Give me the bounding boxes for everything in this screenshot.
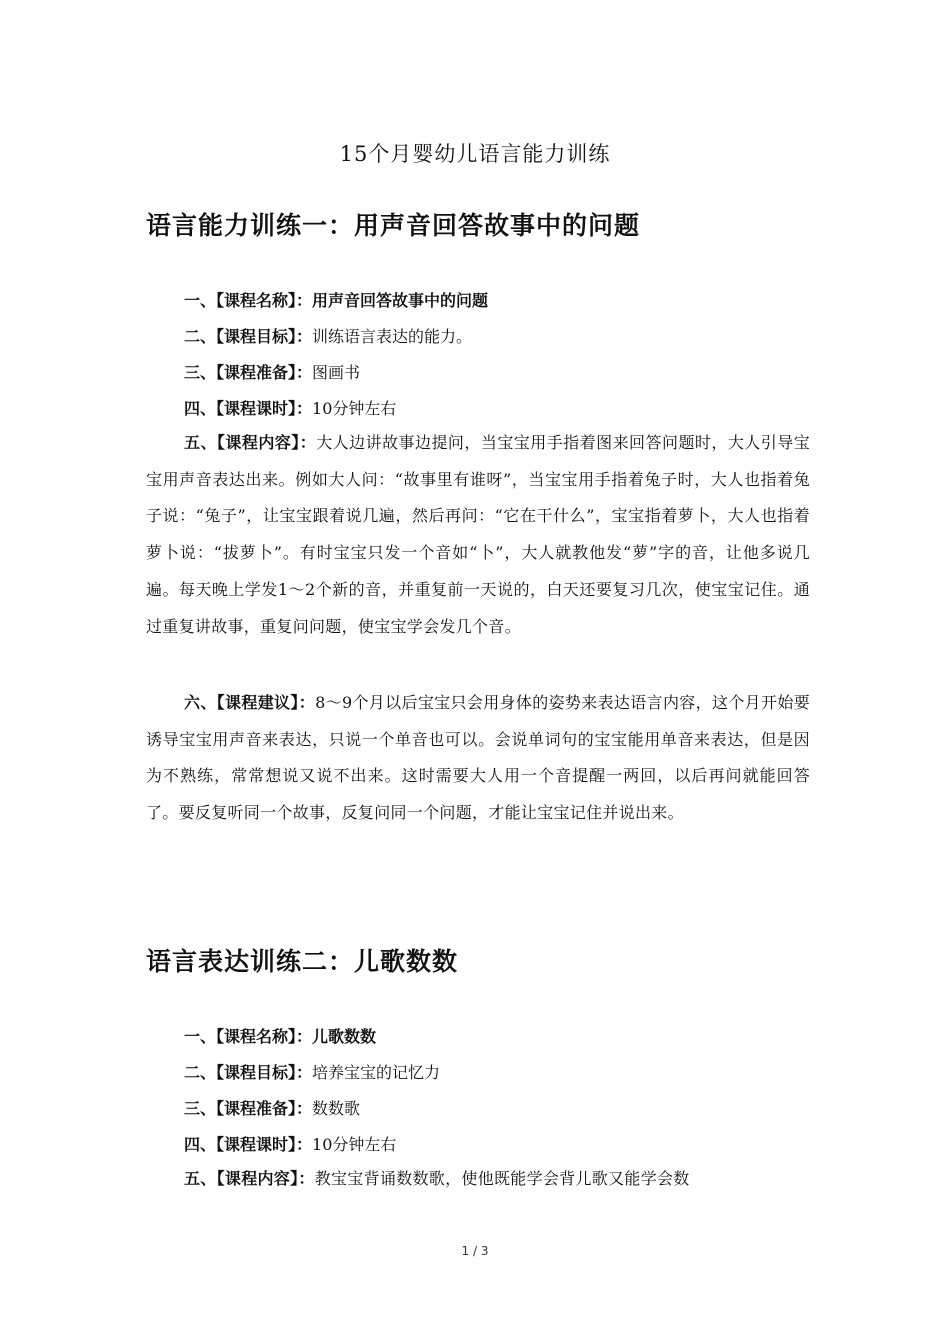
section-1-course-content [146,425,810,645]
section-1-item-course-duration [146,391,806,427]
section-2-item-course-duration [146,1127,806,1163]
paragraph-text: 8～9个月以后宝宝只会用身体的姿势来表达语言内容，这个月开始要诱导宝宝用声音来表达，只说一个单音也可以。会说单词句的宝宝能用单音来表达，但是因为不熟练，常常想说又说不出来。这时需要大人用一个音提醒一两回，以后再问就能回答了。要反复听同一个故事，反复问同一个问题，才能让宝宝记住并说出来。 [146,693,810,823]
item-value: 用声音回答故事中的问题 [312,291,489,310]
item-value: 儿歌数数 [312,1027,377,1046]
item-value: 训练语言表达的能力。 [312,327,473,346]
document-title: 15个月婴幼儿语言能力训练 [339,142,611,166]
section-2-item-course-name [146,1019,806,1055]
section-2-item-course-prep [146,1091,806,1127]
item-label: 三、【课程准备】： [184,1099,313,1118]
section-2-item-course-goal [146,1055,806,1091]
section-1-item-course-goal [146,319,806,355]
section-2-course-content [146,1161,810,1198]
paragraph-label: 五、【课程内容】： [184,433,317,452]
item-label: 二、【课程目标】： [184,1063,313,1082]
paragraph-label: 六、【课程建议】： [184,693,316,712]
section-1-item-course-prep [146,355,806,391]
paragraph-label: 五、【课程内容】： [184,1169,315,1188]
item-value: 10分钟左右 [312,399,397,418]
item-label: 一、【课程名称】： [184,1027,313,1046]
section-1-item-course-name [146,283,806,319]
section-1-course-suggestion [146,685,810,832]
item-label: 二、【课程目标】： [184,327,313,346]
item-value: 培养宝宝的记忆力 [312,1063,441,1082]
item-value: 数数歌 [312,1099,361,1118]
item-label: 三、【课程准备】： [184,363,313,382]
page-number: 1 / 3 [461,1244,489,1258]
paragraph-text: 大人边讲故事边提问，当宝宝用手指着图来回答问题时，大人引导宝宝用声音表达出来。例如大人问：“故事里有谁呀”，当宝宝用手指着兔子时，大人也指着兔子说：“兔子”，让宝宝跟着说几遍，然后再问：“它在干什么”，宝宝指着萝卜，大人也指着萝卜说：“拔萝卜”。有时宝宝只发一个音如“卜”，大人就教他发“萝”字的音，让他多说几遍。每天晚上学发1～2个新的音，并重复前一天说的，白天还要复习几次，使宝宝记住。通过重复讲故事，重复问问题，使宝宝学会发几个音。 [146,433,810,636]
paragraph-text: 教宝宝背诵数数歌，使他既能学会背儿歌又能学会数 [314,1169,690,1188]
section-1-heading: 语言能力训练一：用声音回答故事中的问题 [146,211,641,240]
item-value: 10分钟左右 [312,1135,397,1154]
item-label: 四、【课程课时】： [184,1135,313,1154]
item-label: 一、【课程名称】： [184,291,313,310]
section-2-heading: 语言表达训练二：儿歌数数 [146,947,459,976]
item-value: 图画书 [312,363,361,382]
item-label: 四、【课程课时】： [184,399,313,418]
